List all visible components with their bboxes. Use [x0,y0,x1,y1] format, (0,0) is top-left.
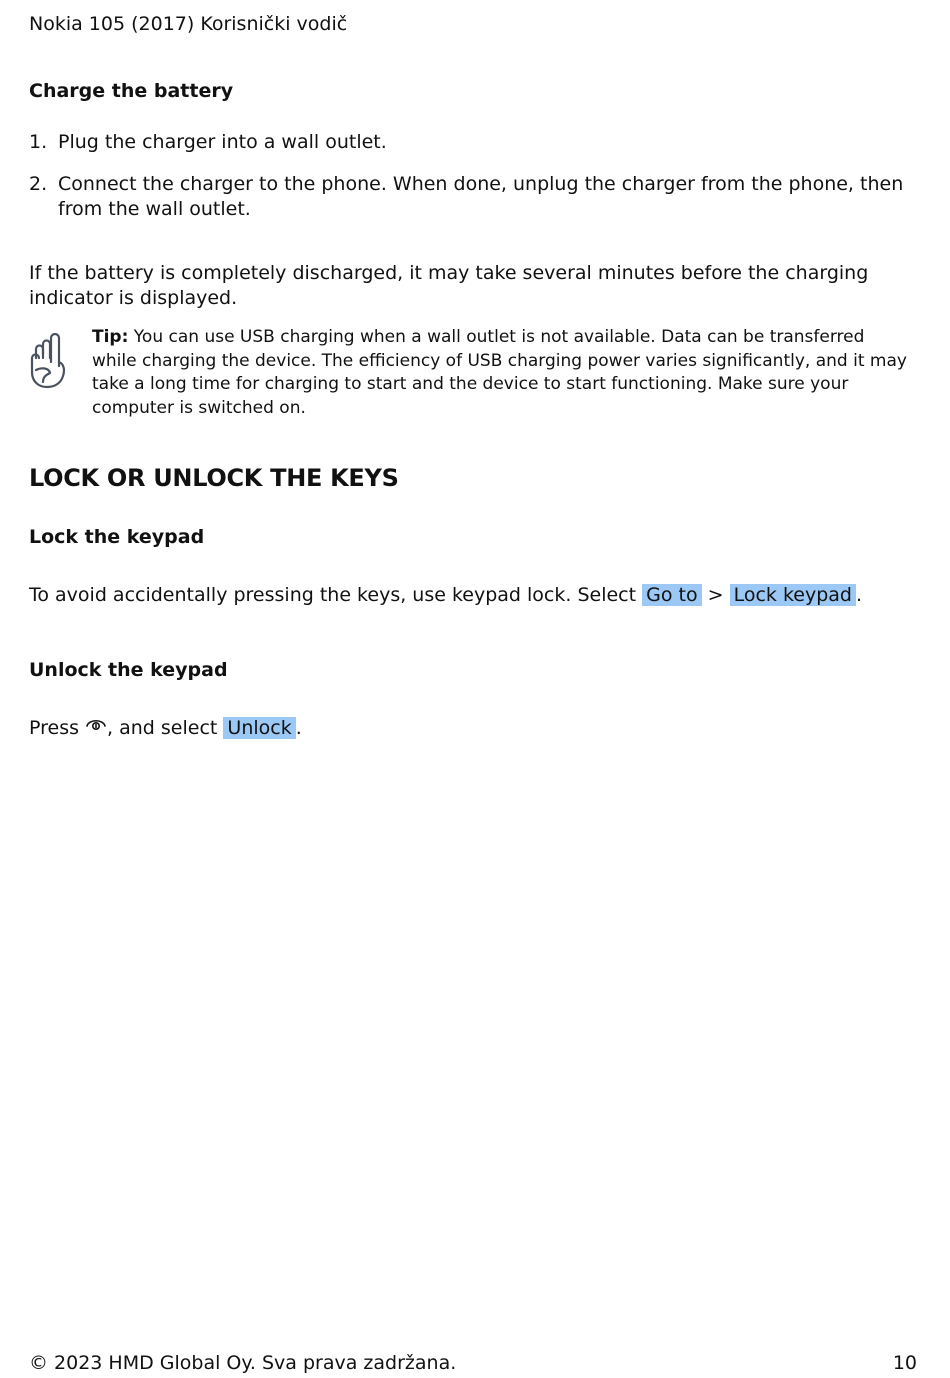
lock-keypad-menu-item[interactable]: Lock keypad [730,584,856,606]
unlock-menu-item[interactable]: Unlock [223,717,295,739]
charge-battery-heading: Charge the battery [29,80,234,102]
menu-key-icon [85,717,107,735]
unlock-press: Press [29,717,86,739]
unlock-keypad-instruction [29,716,302,741]
go-to-menu-item[interactable]: Go to [642,584,701,606]
list-item-number: 2. [29,173,48,195]
list-item-text: Connect the charger to the phone. When done, unplug the charger from the phone, then from the wall outlet. [58,173,904,220]
tip-body-text: You can use USB charging when a wall outlet is not available. Data can be transferred while charging the device. The efficiency of USB charging power varies significantly, and it may take a long time for charging to start and the device to start functioning. Make sure your computer is switched on. [92,327,907,418]
list-item [29,172,909,222]
unlock-keypad-heading: Unlock the keypad [29,659,228,681]
unlock-mid: , and select [107,717,224,739]
list-item-number: 1. [29,131,48,153]
list-item [29,130,909,155]
page-number: 10 [892,1352,917,1374]
unlock-end: . [295,717,302,739]
tip-label: Tip: [92,327,129,347]
footer-copyright: © 2023 HMD Global Oy. Sva prava zadržana. [29,1352,457,1374]
menu-separator: > [701,584,730,606]
list-item-text: Plug the charger into a wall outlet. [58,131,387,153]
tip-box [29,326,909,420]
page-header: Nokia 105 (2017) Korisnički vodič [29,13,348,35]
tip-text [92,326,909,420]
lock-text: To avoid accidentally pressing the keys, use keypad lock. Select [29,584,643,606]
section-title: LOCK OR UNLOCK THE KEYS [29,464,399,492]
charge-steps-list [29,130,909,239]
lock-end: . [855,584,863,606]
hand-pointing-icon [29,332,67,390]
discharge-note: If the battery is completely discharged, it may take several minutes before the charging indicator is displayed. [29,262,869,309]
lock-keypad-heading: Lock the keypad [29,526,205,548]
lock-keypad-instruction [29,583,862,608]
